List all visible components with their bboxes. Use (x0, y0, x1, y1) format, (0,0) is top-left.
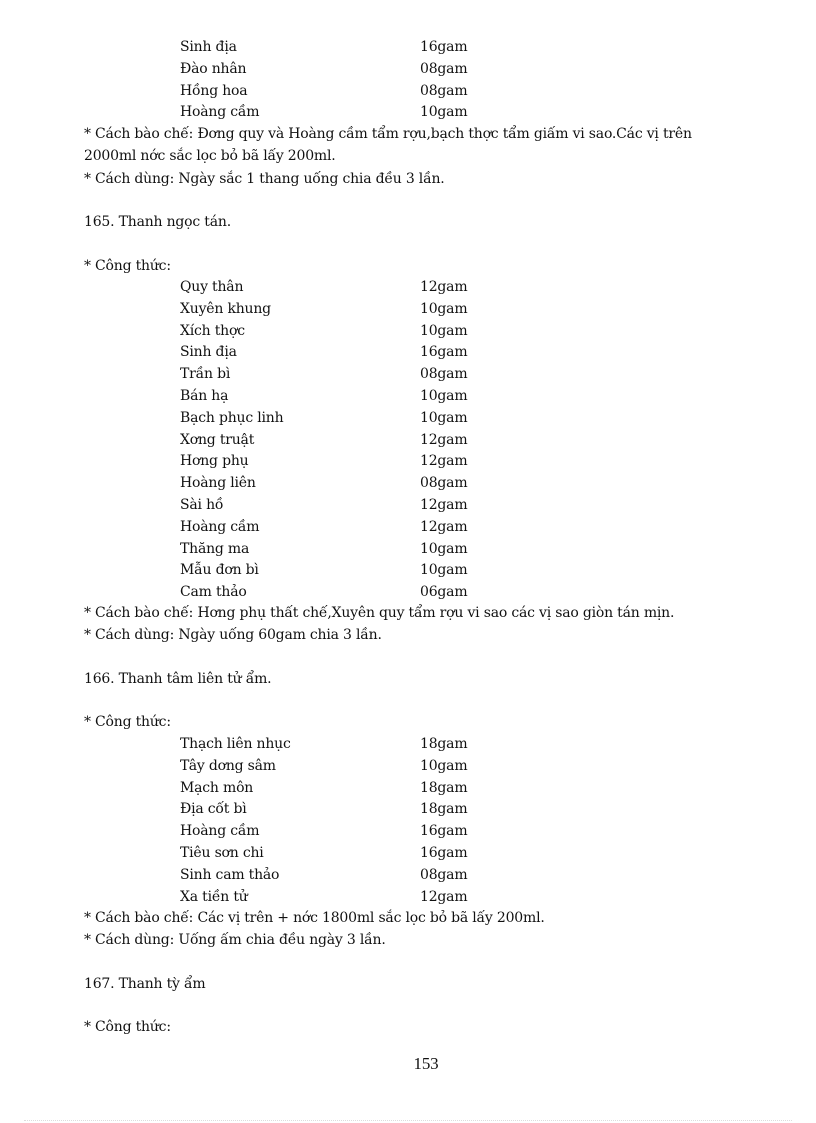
herb-row (0, 342, 816, 364)
herb-quantity: 08gam (420, 866, 468, 883)
herb-row (0, 799, 816, 821)
herb-name: Xơng truật (180, 431, 255, 448)
herb-name: Mẫu đơn bì (180, 562, 259, 579)
herb-quantity: 18gam (420, 736, 468, 752)
herb-name: Tiêu sơn chi (180, 844, 264, 861)
herb-name: Địa cốt bì (180, 801, 247, 818)
herb-quantity: 10gam (420, 757, 468, 774)
herb-quantity: 10gam (420, 300, 468, 317)
herb-name: Tây dơng sâm (180, 757, 276, 774)
herb-name: Sài hồ (180, 496, 224, 513)
usage-text: * Cách dùng: Uống ấm chia đều ngày 3 lần. (84, 932, 386, 948)
herb-row (0, 473, 816, 495)
herb-quantity: 10gam (420, 409, 468, 426)
herb-row (0, 102, 816, 124)
herb-row (0, 364, 816, 386)
herb-row (0, 451, 816, 473)
herb-row (0, 821, 816, 843)
herb-name: Hoàng cầm (180, 518, 260, 535)
herb-quantity: 12gam (420, 453, 468, 470)
recipe-title: 167. Thanh tỳ ẩm (84, 976, 206, 992)
herb-quantity: 10gam (420, 322, 468, 339)
herb-row (0, 495, 816, 517)
herb-row (0, 582, 816, 604)
herb-name: Hoàng liên (180, 475, 256, 492)
herb-name: Thăng ma (180, 540, 250, 557)
herb-row (0, 539, 816, 561)
formula-label: * Công thức: (84, 1019, 171, 1035)
herb-name: Hoàng cầm (180, 104, 260, 121)
herb-name: Hoàng cầm (180, 823, 260, 840)
herb-quantity: 12gam (420, 496, 468, 513)
recipe-title: 165. Thanh ngọc tán. (84, 214, 231, 230)
herb-list (0, 734, 816, 908)
herb-name: Xuyên khung (180, 300, 271, 317)
herb-name: Xa tiền tử (180, 888, 248, 905)
herb-name: Cam thảo (180, 584, 247, 601)
herb-row (0, 430, 816, 452)
method-text-continued: 2000ml nớc sắc lọc bỏ bã lấy 200ml. (84, 148, 336, 164)
recipe-title: 166. Thanh tâm liên tử ẩm. (84, 671, 272, 687)
herb-quantity: 16gam (420, 823, 468, 840)
herb-quantity: 10gam (420, 540, 468, 557)
herb-quantity: 12gam (420, 279, 468, 295)
herb-row (0, 321, 816, 343)
herb-row (0, 756, 816, 778)
method-text: * Cách bào chế: Các vị trên + nớc 1800ml sắc lọc bỏ bã lấy 200ml. (84, 910, 545, 926)
herb-name: Bạch phục linh (180, 409, 284, 426)
herb-quantity: 12gam (420, 431, 468, 448)
herb-name: Sinh cam thảo (180, 866, 280, 883)
herb-quantity: 08gam (420, 475, 468, 492)
herb-name: Quy thân (180, 279, 244, 295)
usage-text: * Cách dùng: Ngày uống 60gam chia 3 lần. (84, 627, 382, 643)
herb-quantity: 12gam (420, 888, 468, 905)
herb-name: Đào nhân (180, 60, 247, 77)
herb-quantity: 12gam (420, 518, 468, 535)
herb-list (0, 277, 816, 604)
herb-row (0, 843, 816, 865)
herb-quantity: 08gam (420, 82, 468, 99)
herb-name: Mạch môn (180, 779, 254, 796)
formula-label: * Công thức: (84, 258, 171, 274)
herb-quantity: 16gam (420, 344, 468, 361)
herb-row (0, 277, 816, 299)
herb-quantity: 10gam (420, 387, 468, 404)
herb-row (0, 560, 816, 582)
herb-name: Sinh địa (180, 39, 237, 55)
herb-quantity: 08gam (420, 366, 468, 383)
herb-row (0, 517, 816, 539)
formula-label: * Công thức: (84, 714, 171, 730)
herb-quantity: 08gam (420, 60, 468, 77)
herb-quantity: 10gam (420, 562, 468, 579)
herb-row (0, 734, 816, 756)
herb-name: Bán hạ (180, 387, 229, 404)
herb-quantity: 18gam (420, 801, 468, 818)
method-text: * Cách bào chế: Hơng phụ thất chế,Xuyên quy tẩm rợu vi sao các vị sao giòn tán mịn. (84, 605, 675, 621)
herb-row (0, 81, 816, 103)
page-bottom-divider (24, 1120, 792, 1121)
page-number: 153 (413, 1054, 439, 1073)
usage-text: * Cách dùng: Ngày sắc 1 thang uống chia đều 3 lần. (84, 171, 445, 187)
herb-name: Xích thợc (180, 322, 245, 339)
herb-row (0, 408, 816, 430)
herb-quantity: 06gam (420, 584, 468, 601)
herb-quantity: 10gam (420, 104, 468, 121)
herb-row (0, 386, 816, 408)
herb-row (0, 778, 816, 800)
herb-row (0, 865, 816, 887)
herb-quantity: 16gam (420, 39, 468, 55)
herb-row (0, 59, 816, 81)
herb-row (0, 887, 816, 909)
herb-name: Hơng phụ (180, 453, 249, 470)
herb-row (0, 37, 816, 59)
method-text: * Cách bào chế: Đơng quy và Hoàng cầm tẩm rợu,bạch thợc tẩm giấm vi sao.Các vị trên (84, 126, 692, 142)
herb-list-continued (0, 37, 816, 124)
herb-quantity: 18gam (420, 779, 468, 796)
herb-quantity: 16gam (420, 844, 468, 861)
herb-name: Thạch liên nhục (180, 736, 291, 752)
herb-name: Trần bì (180, 366, 231, 383)
herb-name: Sinh địa (180, 344, 237, 361)
herb-name: Hồng hoa (180, 82, 248, 99)
herb-row (0, 299, 816, 321)
